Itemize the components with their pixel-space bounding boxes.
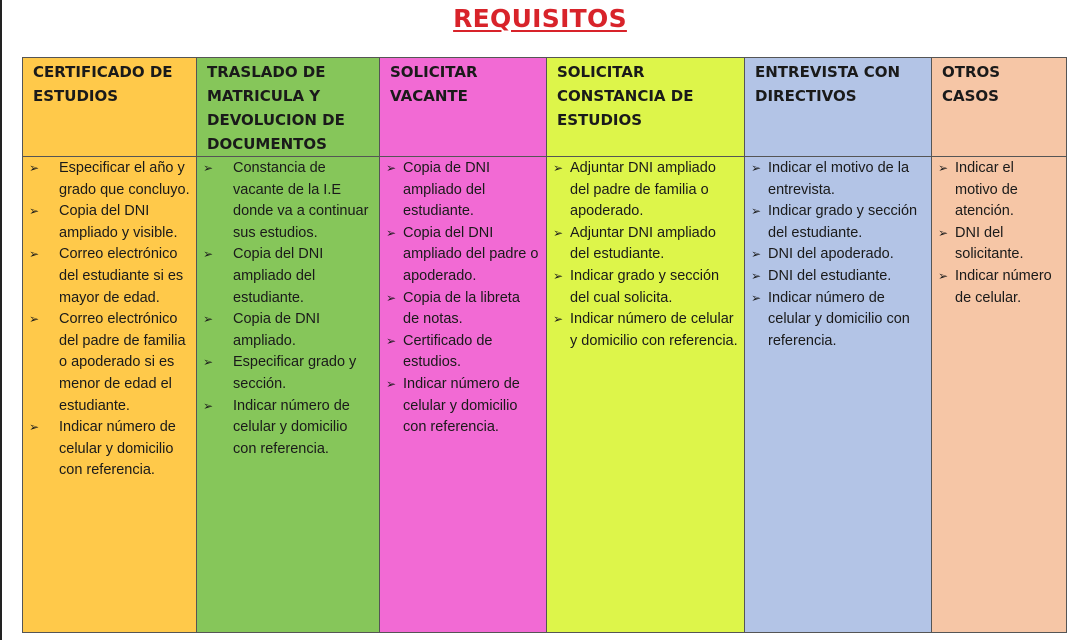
list-item: ➢ Certificado de estudios.	[386, 331, 540, 374]
page-title: REQUISITOS	[453, 4, 627, 33]
list-item: ➢ Indicar el motivo de atención.	[938, 158, 1060, 223]
list-item: ➢ Copia del DNI ampliado del padre o apoderado.	[386, 223, 540, 288]
header-row	[23, 58, 1067, 157]
cell-constancia-estudios	[547, 157, 745, 633]
cell-entrevista-directivos	[745, 157, 932, 633]
list-item: ➢ Indicar número de celular y domicilio con referencia.	[386, 374, 540, 439]
header-constancia-estudios: SOLICITAR CONSTANCIA DE ESTUDIOS	[547, 58, 745, 157]
list-item: ➢ DNI del solicitante.	[938, 223, 1060, 266]
list-item: ➢ Indicar grado y sección del estudiante.	[751, 201, 925, 244]
list-item: ➢ Indicar número de celular.	[938, 266, 1060, 309]
list-item: ➢ Copia del DNI ampliado y visible.	[29, 201, 190, 244]
list-item: ➢ Copia de la libreta de notas.	[386, 288, 540, 331]
items-row	[23, 157, 1067, 633]
list-traslado-matricula	[203, 158, 373, 460]
header-otros-casos: OTROS CASOS	[932, 58, 1067, 157]
header-entrevista-directivos: ENTREVISTA CON DIRECTIVOS	[745, 58, 932, 157]
list-item: ➢ Constancia de vacante de la I.E donde va a continuar sus estudios.	[203, 158, 373, 244]
list-item: ➢ Indicar número de celular y domicilio con referencia.	[203, 396, 373, 461]
header-solicitar-vacante: SOLICITAR VACANTE	[380, 58, 547, 157]
list-certificado-estudios	[29, 158, 190, 482]
list-item: ➢ Adjuntar DNI ampliado del padre de familia o apoderado.	[553, 158, 738, 223]
list-item: ➢ Copia de DNI ampliado.	[203, 309, 373, 352]
header-certificado-estudios: CERTIFICADO DE ESTUDIOS	[23, 58, 197, 157]
list-item: ➢ Indicar número de celular y domicilio con referencia.	[553, 309, 738, 352]
list-item: ➢ Especificar el año y grado que concluyo.	[29, 158, 190, 201]
requirements-table	[22, 57, 1067, 633]
list-item: ➢ Especificar grado y sección.	[203, 352, 373, 395]
list-item: ➢ DNI del apoderado.	[751, 244, 925, 266]
list-item: ➢ Indicar grado y sección del cual solicita.	[553, 266, 738, 309]
list-item: ➢ DNI del estudiante.	[751, 266, 925, 288]
list-item: ➢ Copia del DNI ampliado del estudiante.	[203, 244, 373, 309]
header-traslado-matricula: TRASLADO DE MATRICULA Y DEVOLUCION DE DOCUMENTOS	[197, 58, 380, 157]
list-item: ➢ Correo electrónico del padre de familia o apoderado si es menor de edad el estudiante.	[29, 309, 190, 417]
list-item: ➢ Correo electrónico del estudiante si es mayor de edad.	[29, 244, 190, 309]
cell-otros-casos	[932, 157, 1067, 633]
cell-traslado-matricula	[197, 157, 380, 633]
list-item: ➢ Indicar número de celular y domicilio con referencia.	[29, 417, 190, 482]
list-solicitar-vacante	[386, 158, 540, 439]
list-otros-casos	[938, 158, 1060, 309]
list-item: ➢ Indicar el motivo de la entrevista.	[751, 158, 925, 201]
list-item: ➢ Indicar número de celular y domicilio con referencia.	[751, 288, 925, 353]
page-left-border	[0, 0, 2, 640]
cell-certificado-estudios	[23, 157, 197, 633]
list-item: ➢ Copia de DNI ampliado del estudiante.	[386, 158, 540, 223]
cell-solicitar-vacante	[380, 157, 547, 633]
list-item: ➢ Adjuntar DNI ampliado del estudiante.	[553, 223, 738, 266]
list-constancia-estudios	[553, 158, 738, 352]
title-container	[0, 4, 1080, 33]
list-entrevista-directivos	[751, 158, 925, 352]
